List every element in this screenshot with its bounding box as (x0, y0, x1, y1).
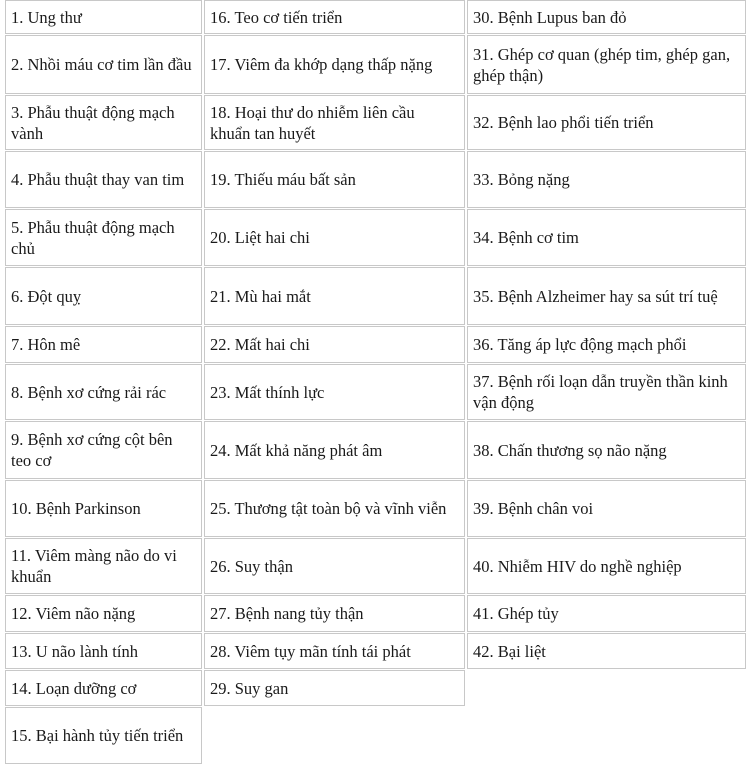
cell-text: 4. Phẫu thuật thay van tim (11, 170, 185, 189)
cell-text: 29. Suy gan (210, 678, 289, 698)
cell-text: 5. Phẫu thuật động mạch chủ (11, 217, 175, 258)
cell-text: 13. U não lành tính (11, 641, 138, 661)
cell-text: 39. Bệnh chân voi (473, 499, 594, 518)
table-cell (5, 267, 202, 325)
table-cell (467, 538, 746, 594)
table-cell (204, 267, 465, 325)
table-cell (204, 326, 465, 363)
table-cell (467, 0, 746, 34)
cell-text: 36. Tăng áp lực động mạch phổi (473, 335, 687, 354)
table-cell (467, 633, 746, 669)
table-cell (5, 326, 202, 363)
cell-text: 12. Viêm não nặng (11, 604, 136, 623)
cell-text: 42. Bại liệt (473, 641, 546, 661)
table-cell (467, 595, 746, 632)
table-cell (467, 421, 746, 479)
table-cell (5, 595, 202, 632)
cell-text: 37. Bệnh rối loạn dẫn truyền thần kinh vận động (473, 372, 728, 412)
cell-text: 27. Bệnh nang tủy thận (210, 604, 364, 623)
table-cell (204, 538, 465, 594)
table-cell (5, 364, 202, 420)
table-cell (5, 670, 202, 706)
cell-text: 33. Bỏng nặng (473, 170, 570, 189)
table-cell (204, 209, 465, 266)
table-cell (5, 35, 202, 94)
cell-text: 23. Mất thính lực (210, 382, 325, 402)
table-cell (5, 0, 202, 34)
cell-text: 16. Teo cơ tiến triển (210, 7, 343, 27)
table-cell (204, 633, 465, 669)
cell-text: 32. Bệnh lao phổi tiến triển (473, 113, 654, 132)
table-cell (467, 151, 746, 208)
cell-text: 30. Bệnh Lupus ban đỏ (473, 7, 627, 27)
table-cell (467, 209, 746, 266)
cell-text: 17. Viêm đa khớp dạng thấp nặng (210, 55, 433, 74)
table-cell (467, 480, 746, 537)
table-cell (204, 35, 465, 94)
cell-text: 40. Nhiễm HIV do nghề nghiệp (473, 556, 682, 576)
cell-text: 25. Thương tật toàn bộ và vĩnh viễn (210, 499, 447, 518)
table-cell (5, 95, 202, 150)
table-cell (5, 480, 202, 537)
table-cell (467, 267, 746, 325)
table-cell (204, 670, 465, 706)
cell-text: 34. Bệnh cơ tim (473, 228, 579, 247)
cell-text: 21. Mù hai mắt (210, 286, 311, 306)
cell-text: 1. Ung thư (11, 7, 82, 27)
table-cell (5, 538, 202, 594)
cell-text: 3. Phẫu thuật động mạch vành (11, 102, 175, 143)
cell-text: 2. Nhồi máu cơ tim lần đầu (11, 55, 192, 74)
cell-text: 35. Bệnh Alzheimer hay sa sút trí tuệ (473, 286, 718, 306)
table-cell (467, 95, 746, 150)
cell-text: 24. Mất khả năng phát âm (210, 440, 383, 460)
cell-text: 7. Hôn mê (11, 335, 81, 354)
table-cell (204, 421, 465, 479)
table-cell (5, 633, 202, 669)
cell-text: 19. Thiếu máu bất sản (210, 170, 356, 189)
table-cell (5, 421, 202, 479)
table-cell (204, 480, 465, 537)
cell-text: 20. Liệt hai chi (210, 228, 310, 247)
table-cell (467, 364, 746, 420)
table-cell (467, 35, 746, 94)
cell-text: 8. Bệnh xơ cứng rải rác (11, 382, 167, 402)
cell-text: 18. Hoại thư do nhiễm liên cầu khuẩn tan huyết (210, 102, 415, 143)
cell-text: 9. Bệnh xơ cứng cột bên teo cơ (11, 430, 173, 470)
table-cell (204, 95, 465, 150)
cell-text: 11. Viêm màng não do vi khuẩn (11, 546, 177, 586)
table-cell (467, 326, 746, 363)
table-cell (5, 707, 202, 764)
cell-text: 22. Mất hai chi (210, 335, 310, 354)
cell-text: 6. Đột quỵ (11, 286, 82, 306)
table-cell (204, 151, 465, 208)
table-cell (5, 151, 202, 208)
cell-text: 10. Bệnh Parkinson (11, 499, 141, 518)
cell-text: 31. Ghép cơ quan (ghép tim, ghép gan, ghép thận) (473, 44, 731, 85)
table-cell (204, 364, 465, 420)
cell-text: 41. Ghép tủy (473, 604, 559, 623)
cell-text: 38. Chấn thương sọ não nặng (473, 440, 667, 460)
cell-text: 26. Suy thận (210, 556, 293, 576)
table-cell (204, 0, 465, 34)
table-cell (204, 595, 465, 632)
table-cell (5, 209, 202, 266)
cell-text: 14. Loạn dưỡng cơ (11, 678, 137, 698)
cell-text: 28. Viêm tụy mãn tính tái phát (210, 641, 411, 661)
cell-text: 15. Bại hành tủy tiến triển (11, 726, 184, 745)
